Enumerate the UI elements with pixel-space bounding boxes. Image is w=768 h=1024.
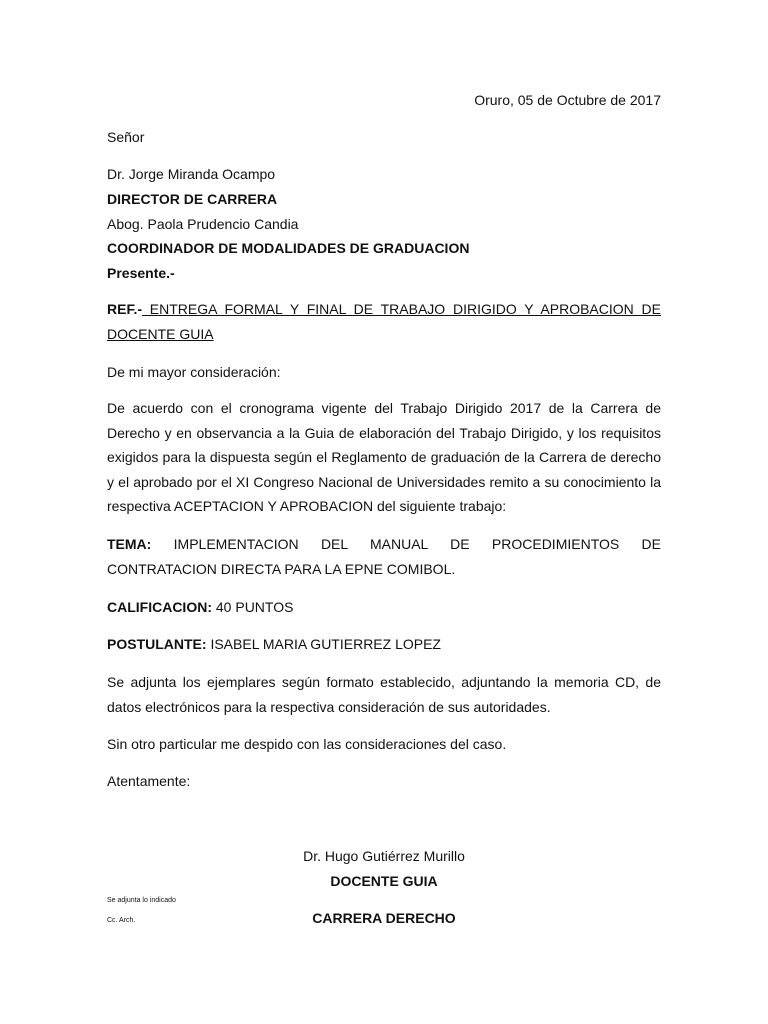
calificacion-line xyxy=(107,598,661,616)
signer-role: DOCENTE GUIA xyxy=(330,873,438,889)
tema-text: IMPLEMENTACION DEL MANUAL DE PROCEDIMIENTOS DE CONTRATACION DIRECTA PARA LA EPNE COMIBOL. xyxy=(107,536,661,577)
postulante-label: POSTULANTE: xyxy=(107,636,207,652)
sign-off: Atentamente: xyxy=(107,773,191,789)
greeting: De mi mayor consideración: xyxy=(107,364,281,380)
tema-line xyxy=(107,532,661,581)
recipient2-name: Abog. Paola Prudencio Candia xyxy=(107,216,299,232)
attachment-paragraph: Se adjunta los ejemplares según formato establecido, adjuntando la memoria CD, de datos electrónicos para la respectiva consideración de sus autoridades. xyxy=(107,674,661,715)
postulante-line xyxy=(107,635,661,653)
tema-label: TEMA: xyxy=(107,536,152,552)
cc-note: Cc. Arch. xyxy=(107,917,136,924)
closing-paragraph: Sin otro particular me despido con las consideraciones del caso. xyxy=(107,736,507,752)
attached-note: Se adjunta lo indicado xyxy=(107,897,176,904)
postulante-text: ISABEL MARIA GUTIERREZ LOPEZ xyxy=(206,636,441,652)
recipient1-role: DIRECTOR DE CARRERA xyxy=(107,191,278,207)
reference-line xyxy=(107,297,661,346)
calificacion-label: CALIFICACION: xyxy=(107,599,212,615)
recipient2-role: COORDINADOR DE MODALIDADES DE GRADUACION xyxy=(107,240,470,256)
letter-date: Oruro, 05 de Octubre de 2017 xyxy=(474,92,661,108)
recipient1-name: Dr. Jorge Miranda Ocampo xyxy=(107,166,276,182)
signer-name: Dr. Hugo Gutiérrez Murillo xyxy=(303,848,465,864)
ref-text: ENTREGA FORMAL Y FINAL DE TRABAJO DIRIGIDO Y APROBACION DE DOCENTE GUIA xyxy=(107,301,661,342)
calificacion-text: 40 PUNTOS xyxy=(212,599,294,615)
ref-label: REF.- xyxy=(107,301,142,317)
presente-line: Presente.- xyxy=(107,265,175,281)
salutation-title: Señor xyxy=(107,129,145,145)
body-paragraph: De acuerdo con el cronograma vigente del Trabajo Dirigido 2017 de la Carrera de Derecho y en observancia a la Guia de elaboración del Trabajo Dirigido, y los requisitos exigidos para la dispuesta según el Reglamento de graduación de la Carrera de derecho y el aprobado por el XI Congreso Nacional de Universidades remito a su conocimiento la respectiva ACEPTACION Y APROBACION del siguiente trabajo: xyxy=(107,400,661,514)
signer-department: CARRERA DERECHO xyxy=(312,910,456,926)
